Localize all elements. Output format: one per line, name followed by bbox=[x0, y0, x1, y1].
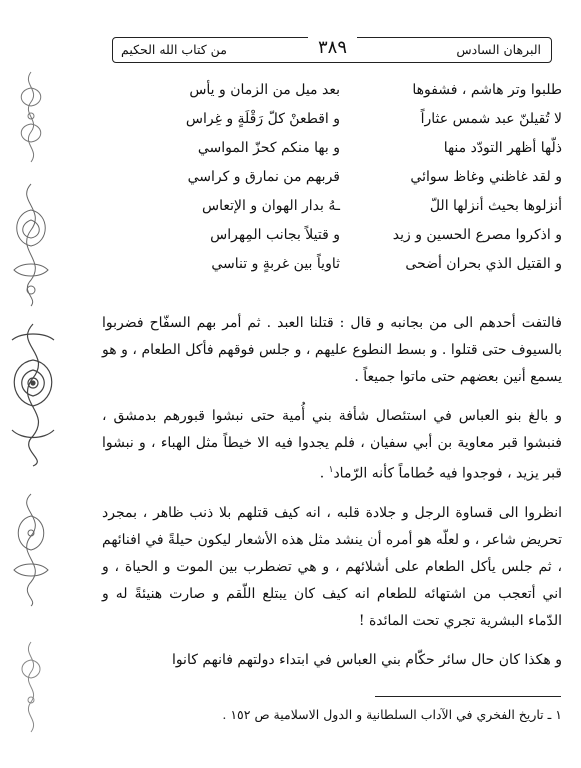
margin-ornament-lower bbox=[8, 490, 54, 610]
verse-second-hemistich: و بها منكم كحزّ المواسي bbox=[197, 140, 340, 156]
verse-second-hemistich: قربهم من نمارق و كراسي bbox=[187, 169, 340, 185]
paragraph: و بالغ بنو العباس في استئصال شأفة بني أُمية حتى نبشوا قبورهم بدمشق ، فنبشوا قبر معاوية بن أبي سفيان ، فلم يجدوا فيه الا خيطاً مثل الهباء ، و نبشوا قبر يزيد ، فوجدوا فيه حُطاماً كأنه الرّماد$^١$ . bbox=[102, 408, 562, 482]
poem-verse bbox=[140, 225, 562, 254]
verse-second-hemistich: و قتيلاً بجانب المِهراس bbox=[210, 227, 340, 243]
margin-ornament-bottom bbox=[14, 640, 48, 735]
poem-verse bbox=[140, 109, 562, 138]
body-text bbox=[102, 310, 562, 686]
footnote-divider bbox=[375, 696, 561, 697]
page-header bbox=[112, 37, 552, 63]
verse-second-hemistich: ثاوياً بين غربةٍ و تناسي bbox=[211, 256, 340, 272]
verse-first-hemistich: أنزلوها بحيث أنزلها اللّ bbox=[429, 198, 562, 214]
poem-verse bbox=[140, 80, 562, 109]
footnote: ١ ـ تاريخ الفخري في الآداب السلطانية و الدول الاسلامية ص ١٥٢ . bbox=[222, 707, 562, 722]
poem bbox=[140, 80, 562, 283]
paragraph-text: و بالغ بنو العباس في استئصال شأفة بني أُمية حتى نبشوا قبورهم بدمشق ، فنبشوا قبر معاوية بن أبي سفيان ، فلم يجدوا فيه الا خيطاً مثل الهباء ، و نبشوا قبر يزيد ، فوجدوا فيه حُطاماً كأنه الرّماد bbox=[102, 408, 562, 482]
verse-first-hemistich: و القتيل الذي بحران أضحى bbox=[405, 256, 562, 272]
verse-second-hemistich: ـهُ بدار الهوان و الإتعاس bbox=[202, 198, 340, 214]
verse-second-hemistich: بعد ميل من الزمان و يأس bbox=[189, 82, 340, 98]
footnote-reference[interactable]: ١ bbox=[328, 465, 334, 475]
margin-ornament-upper bbox=[8, 180, 54, 310]
verse-first-hemistich: و لقد غاظني وغاظ سوائي bbox=[410, 169, 562, 185]
paragraph: فالتفت أحدهم الى من بجانبه و قال : قتلنا العبد . ثم أمر بهم السفّاح فضربوا بالسيوف حتى قتلوا . و بسط النطوع عليهم ، و جلس فوقهم فأكل الطعام ، و هو يسمع أنين بعضهم حتى ماتوا جميعاً . bbox=[102, 315, 562, 385]
margin-ornament-center bbox=[4, 320, 62, 470]
verse-first-hemistich: و اذكروا مصرع الحسين و زيد bbox=[392, 227, 562, 243]
verse-first-hemistich: لا تُقيلنّ عبد شمس عثاراً bbox=[420, 111, 562, 127]
verse-second-hemistich: و اقطعنْ كلّ رَقْلَةٍ و غِراس bbox=[185, 111, 340, 127]
paragraph: انظروا الى قساوة الرجل و جلادة قلبه ، انه كيف قتلهم بلا ذنب ظاهر ، بمجرد تحريض شاعر ، و لعلّه هو أمره أن ينشد مثل هذه الأشعار ليكون حيلةً في افنائهم ، ثم جلس يأكل الطعام على أشلائهم ، و هي تضطرب بين الموت و الحياة ، و اني أتعجب من اشتهائه للطعام انه كيف كان يبتلع اللّقم و صارت هنيئةً له و الدّماء البشرية تجري تحت المائدة ! bbox=[102, 504, 562, 629]
verse-first-hemistich: طلبوا وتر هاشم ، فشفوها bbox=[412, 82, 562, 98]
poem-verse bbox=[140, 254, 562, 283]
paragraph: و هكذا كان حال سائر حكّام بني العباس في ابتداء دولتهم فانهم كانوا bbox=[171, 651, 562, 668]
header-section-title: البرهان السادس bbox=[456, 42, 541, 57]
header-book-title: من كتاب الله الحكيم bbox=[121, 42, 227, 57]
poem-verse bbox=[140, 138, 562, 167]
poem-verse bbox=[140, 196, 562, 225]
margin-ornament-top bbox=[14, 70, 48, 165]
page-number: ٣٨٩ bbox=[308, 37, 357, 58]
verse-first-hemistich: ذلّها أظهر التودّد منها bbox=[443, 140, 562, 156]
poem-verse bbox=[140, 167, 562, 196]
